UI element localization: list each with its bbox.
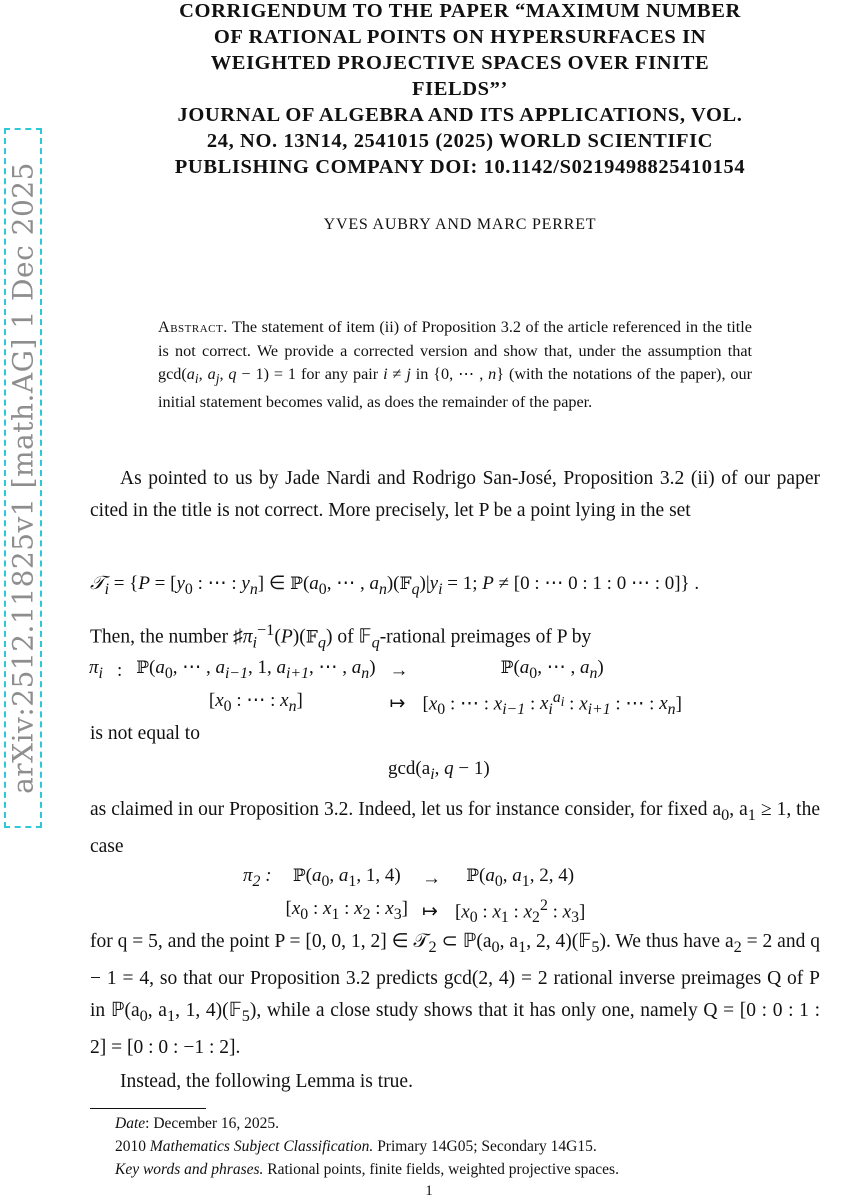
footnote-keywords: Key words and phrases. Rational points, finite fields, weighted projective spaces. (115, 1161, 619, 1178)
footnote-rule (90, 1108, 206, 1109)
arxiv-stamp (4, 128, 42, 828)
abstract-text: ) = 1 for any pair (263, 365, 384, 383)
gcd-display: $\gcd(a_i$, q − 1) (388, 758, 490, 783)
example-map: $\pi_2$ : $ℙ(a_0$, $a_1$, 1, 4) → $ℙ(a_0$, $a_1$, 2, 4) [$x_0$ : $x_1$ : $x_2$ : $x_3$] ↦ [$x_0$ : $x_1$ : $x_2^2$ : $x_3$] (243, 865, 586, 926)
footnote-msc: 2010 Mathematics Subject Classification. Primary 14G05; Secondary 14G15. (115, 1138, 597, 1155)
title-line: 24, NO. 13N14, 2541015 (2025) WORLD SCIENTIFIC (206, 130, 714, 152)
title-line: JOURNAL OF ALGEBRA AND ITS APPLICATIONS, VOL. (177, 104, 743, 126)
body-paragraph: As pointed to us by Jade Nardi and Rodrigo San-José, Proposition 3.2 (ii) of our paper cited in the title is not correct. More precisely, let P be a point lying in the set (90, 468, 820, 521)
abstract-label: Abstract. (158, 318, 228, 336)
abstract-text: The statement of item (ii) of Proposition 3.2 of the article referenced in the title is not correct. We provide a corrected version and show that, under the assumption that gcd( (158, 318, 752, 383)
body-paragraph: is not equal to (90, 723, 200, 744)
title-line: WEIGHTED PROJECTIVE SPACES OVER FINITE (210, 52, 710, 74)
title-line: CORRIGENDUM TO THE PAPER “MAXIMUM NUMBER (179, 0, 741, 22)
abstract-text: (with the notations of the paper), our initial statement becomes valid, as does the remainder of the paper. (158, 365, 752, 411)
body-paragraph: Instead, the following Lemma is true. (120, 1071, 413, 1092)
title-line: FIELDS”’ (412, 78, 508, 100)
title-line: PUBLISHING COMPANY DOI: 10.1142/S0219498825410154 (174, 156, 746, 178)
footnote-date: Date: December 16, 2025. (115, 1115, 280, 1132)
set-definition: 𝒯$_i$ = {$P = [y_0$ : ⋯ : $y_n$] ∈ $ℙ(a_0$, ⋯ , $a_n)(𝔽_q)|y_i = 1$; P ≠ [0 : ⋯ 0 : 1 : 0 ⋯ : 0]} . (90, 572, 700, 598)
body-paragraph: Then, the number $♯\pi_i^{-1}(P)(𝔽_q)$ of 𝔽$_q$-rational preimages of P by (90, 621, 592, 652)
title-line: OF RATIONAL POINTS ON HYPERSURFACES IN (213, 26, 707, 48)
body-paragraph: as claimed in our Proposition 3.2. Indeed, let us for instance consider, for fixed $a_0$, $a_1 \ge 1$, the case (90, 799, 820, 858)
arxiv-identifier: arXiv:2512.11825v1 [math.AG] 1 Dec 2025 (6, 162, 40, 794)
page-number: 1 (425, 1183, 433, 1199)
projection-map: $\pi_i$ : $ℙ(a_0$, ⋯ , $a_{i-1}$, 1, $a_{i+1}$, ⋯ , $a_n$) → $ℙ(a_0$, ⋯ , $a_n$) [$x_0$ : ⋯ : $x_n$] ↦ [$x_0$ : ⋯ : $x_{i-1}$ : $x_i^{a_i}$ : $x_{i+1}$ : ⋯ : $x_n$] (89, 657, 682, 718)
abstract: Abstract. The statement of item (ii) of Proposition 3.2 of the article referenced in the title is not correct. We provide a corrected version and show that, under the assumption that $\gcd(a_i$, $a_j$, q − 1) = 1 for any pair i ≠ j in {0, ⋯ , n} (with the notations of the paper), our initial statement becomes valid, as does the remainder of the paper. (158, 318, 752, 411)
body-paragraph: for q = 5, and the point P = [0, 0, 1, 2] ∈ 𝒯$_2$ ⊂ $ℙ(a_0$, $a_1$, 2, 4)(𝔽$_5$). We thus have $a_2 = 2$ and q − 1 = 4, so that our Proposition 3.2 predicts gcd(2, 4) = 2 rational inverse preimages Q of P in $ℙ(a_0$, $a_1$, 1, 4)(𝔽$_5$), while a close study shows that it has only one, namely Q = [0 : 0 : 1 : 2] = [0 : 0 : −1 : 2]. (90, 931, 821, 1059)
authors: YVES AUBRY AND MARC PERRET (323, 216, 597, 233)
